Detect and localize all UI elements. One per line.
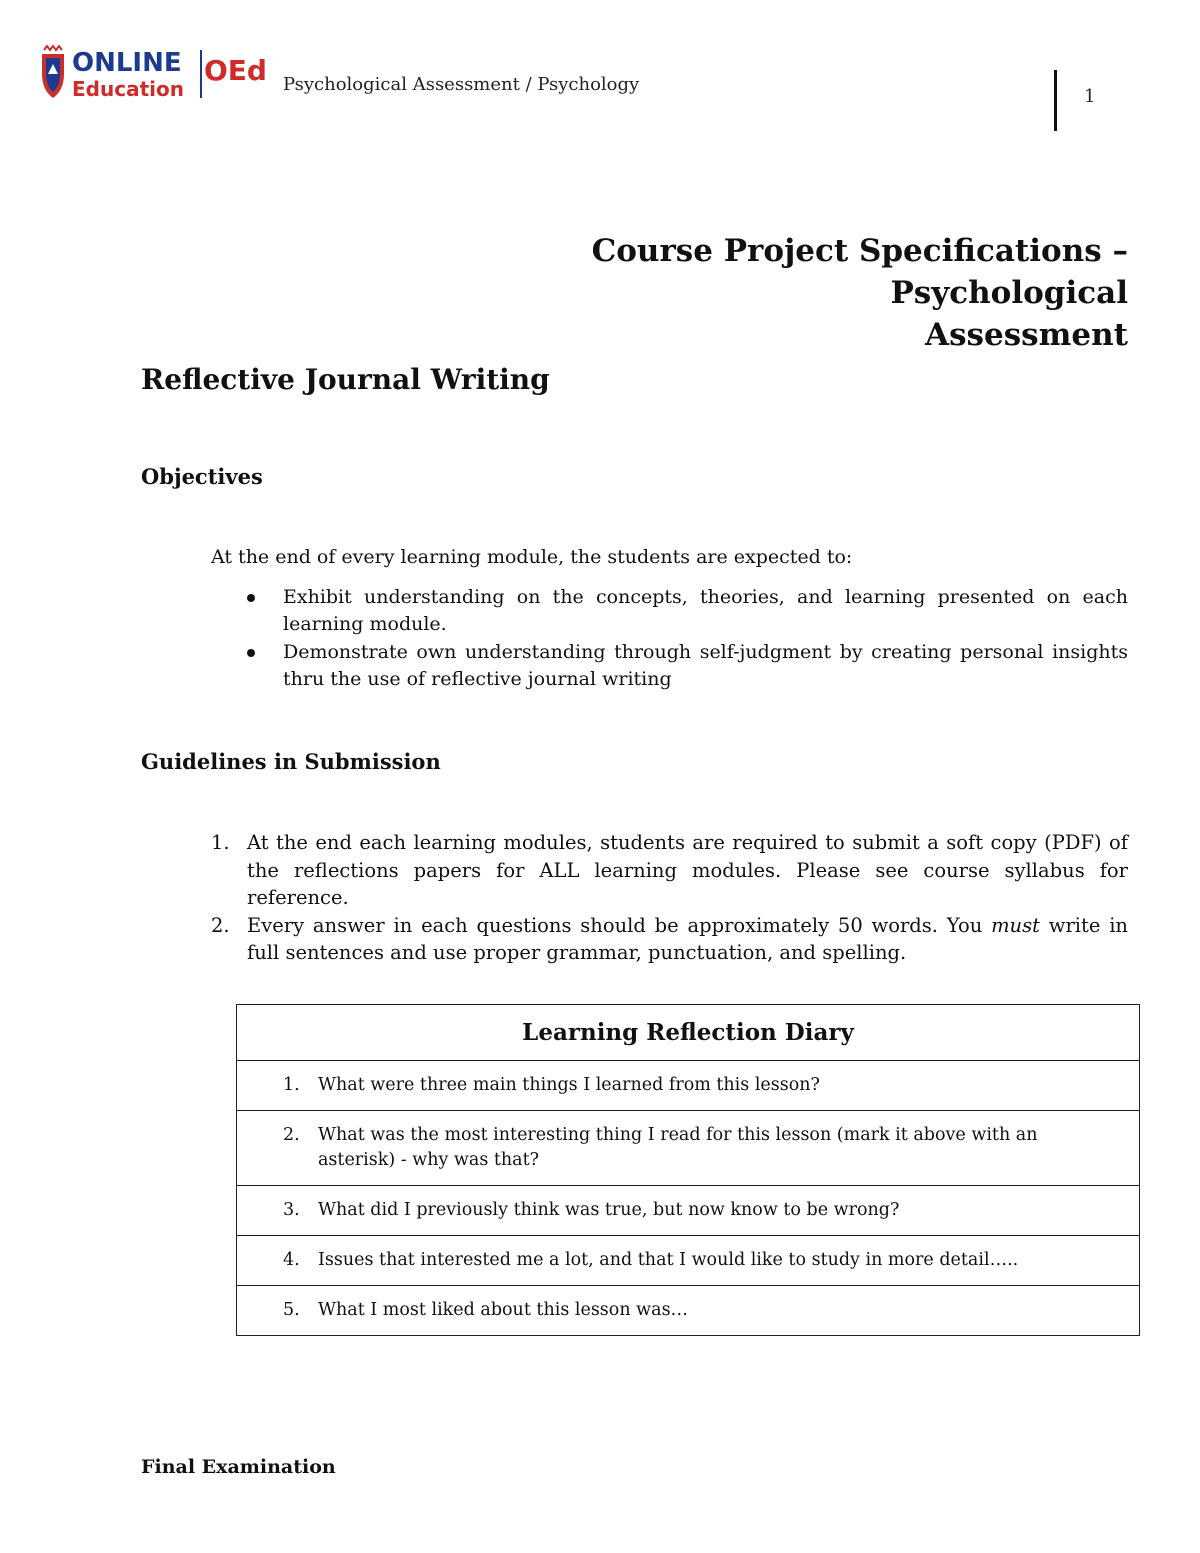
objectives-heading: Objectives <box>141 464 263 489</box>
row-number: 4. <box>283 1250 300 1270</box>
objectives-intro: At the end of every learning module, the students are expected to: <box>211 546 853 568</box>
table-cell <box>237 1111 1140 1186</box>
document-title-line-2: Assessment <box>925 317 1128 353</box>
table-cell <box>237 1236 1140 1286</box>
bullet-icon <box>247 649 255 657</box>
list-item <box>211 639 1128 693</box>
guideline-text-before: Every answer in each questions should be approximately 50 words. You <box>247 913 992 937</box>
objectives-list <box>211 584 1128 694</box>
table-header-row <box>237 1005 1140 1061</box>
reflection-diary-table <box>236 1004 1140 1336</box>
footer-label: Final Examination <box>141 1456 336 1478</box>
table-row <box>237 1061 1140 1111</box>
objective-text: Exhibit understanding on the concepts, theories, and learning presented on each learning module. <box>283 586 1128 635</box>
row-content <box>237 1236 1139 1285</box>
list-number: 2. <box>211 913 230 937</box>
objective-text: Demonstrate own understanding through self-judgment by creating personal insights thru the use of reflective journal writing <box>283 641 1128 690</box>
logo-wordmark-bottom: Education <box>72 77 184 101</box>
table-title: Learning Reflection Diary <box>237 1005 1140 1061</box>
bullet-icon <box>247 594 255 602</box>
logo-wordmark-top: ONLINE <box>72 48 182 78</box>
row-question: What were three main things I learned from this lesson? <box>318 1075 820 1095</box>
list-number: 1. <box>211 831 230 854</box>
document-title-line-1: Course Project Specifications –Psychological <box>591 233 1128 311</box>
row-number: 3. <box>283 1200 300 1220</box>
guidelines-list <box>211 829 1128 967</box>
shield-icon <box>42 46 64 98</box>
row-question: What was the most interesting thing I read for this lesson (mark it above with an asterisk) - why was that? <box>318 1125 1038 1170</box>
header-breadcrumb: Psychological Assessment / Psychology <box>283 74 640 95</box>
row-number: 5. <box>283 1300 300 1320</box>
table-cell <box>237 1186 1140 1236</box>
list-item <box>211 829 1128 912</box>
page-number: 1 <box>1084 86 1096 107</box>
table-row <box>237 1111 1140 1186</box>
row-question: Issues that interested me a lot, and that I would like to study in more detail….. <box>318 1250 1019 1270</box>
table-row <box>237 1236 1140 1286</box>
document-title <box>368 230 1128 356</box>
header-divider <box>1054 70 1057 131</box>
row-number: 2. <box>283 1125 300 1145</box>
row-question: What I most liked about this lesson was… <box>318 1300 689 1320</box>
logo-mark: OEd <box>204 54 267 87</box>
guideline-text: At the end each learning modules, students are required to submit a soft copy (PDF) of the reflections papers for ALL learning modules. Please see course syllabus for reference. <box>247 831 1128 909</box>
table-cell <box>237 1286 1140 1336</box>
guideline-emphasis: must <box>991 913 1040 937</box>
row-content <box>237 1286 1139 1335</box>
table-row <box>237 1286 1140 1336</box>
row-number: 1. <box>283 1075 300 1095</box>
table-cell <box>237 1061 1140 1111</box>
row-content <box>237 1111 1139 1185</box>
row-content <box>237 1061 1139 1110</box>
guideline-text-after: write in full sentences and use proper grammar, punctuation, and spelling. <box>247 913 1128 964</box>
table-row <box>237 1186 1140 1236</box>
section-title: Reflective Journal Writing <box>141 363 550 396</box>
row-content <box>237 1186 1139 1235</box>
guidelines-heading: Guidelines in Submission <box>141 749 441 774</box>
list-item <box>211 584 1128 638</box>
guideline-text <box>247 914 1128 965</box>
row-question: What did I previously think was true, but now know to be wrong? <box>318 1200 900 1220</box>
list-item <box>211 912 1128 967</box>
online-education-logo <box>36 44 272 102</box>
